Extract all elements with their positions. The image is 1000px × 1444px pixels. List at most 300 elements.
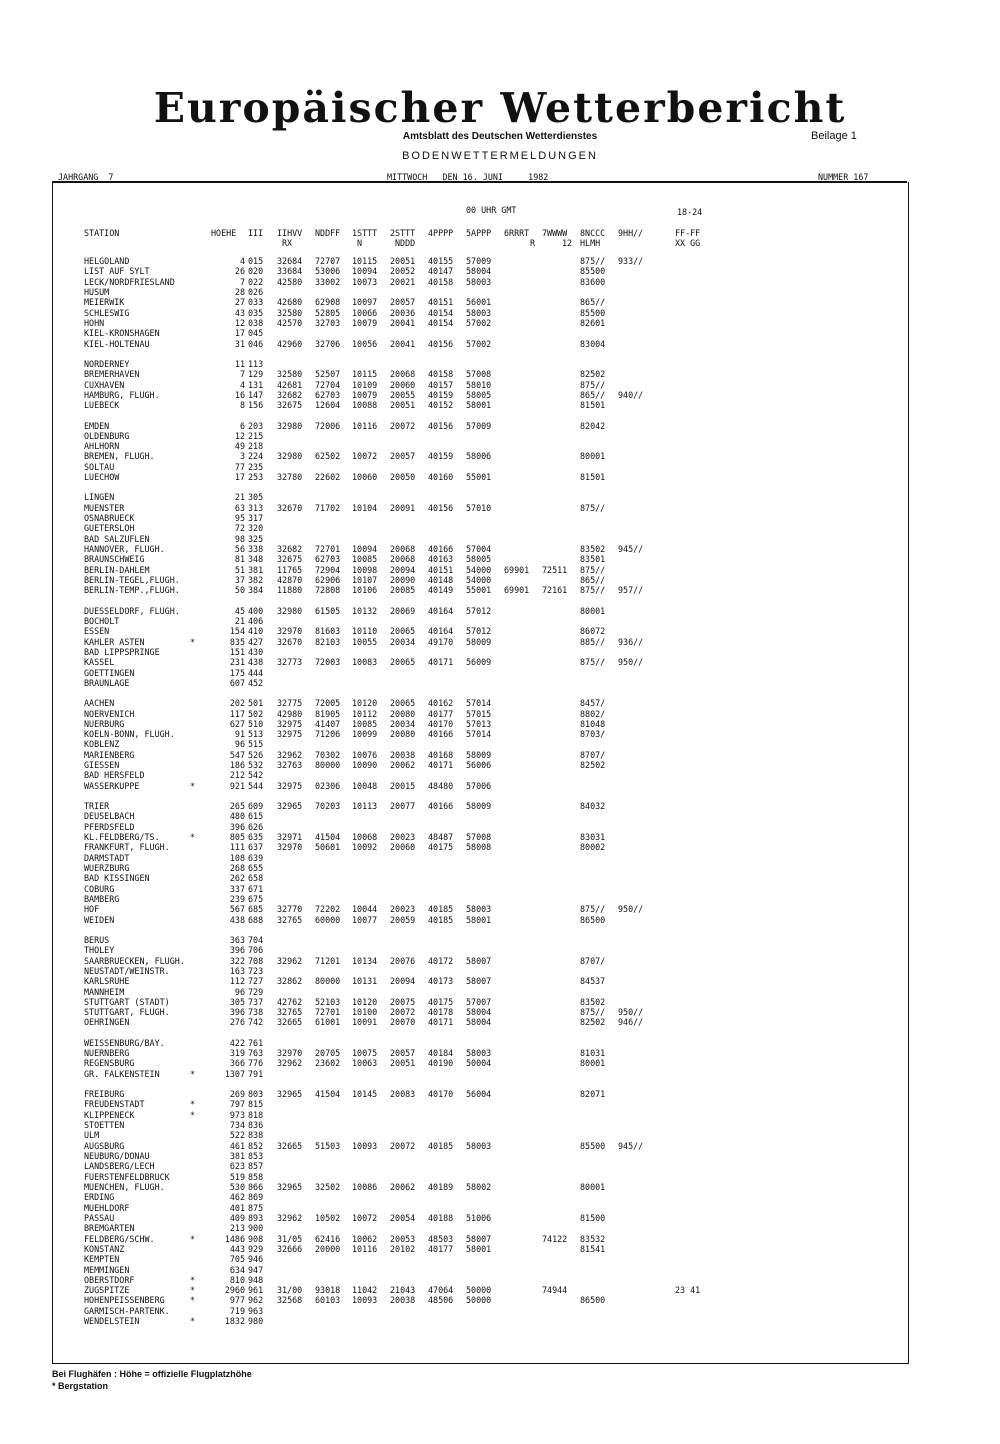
cell-c: 40185 — [428, 904, 454, 915]
cell-b: 20065 — [390, 657, 416, 668]
cell-a: 10115 — [352, 369, 378, 380]
cell-i: 857 — [248, 1161, 264, 1172]
cell-v: 32580 — [277, 369, 303, 380]
cell-a: 10112 — [352, 708, 378, 719]
cell-d: 56004 — [466, 1089, 492, 1099]
cell-a: 10115 — [352, 256, 378, 266]
cell-i: 224 — [248, 451, 264, 462]
cell-i: 815 — [248, 1099, 264, 1110]
cell-st: MUENSTER — [84, 502, 125, 513]
cell-g: 83600 — [580, 276, 606, 287]
col-1sttt-sub: N — [357, 238, 363, 248]
cell-g: 82601 — [580, 317, 606, 328]
cell-i: 675 — [248, 893, 264, 904]
cell-st: OEHRINGEN — [84, 1017, 130, 1028]
cell-i: 946 — [248, 1254, 264, 1265]
cell-d: 58006 — [466, 451, 492, 462]
cell-st: LINGEN — [84, 492, 115, 503]
cell-st: SAARBRUECKEN, FLUGH. — [84, 955, 185, 966]
cell-h: 1832 — [224, 1316, 245, 1327]
cell-d: 58001 — [466, 914, 492, 925]
cell-g: 885// — [580, 636, 606, 647]
cell-h: 51 — [234, 564, 245, 575]
cell-n: 71206 — [315, 729, 341, 740]
cell-m: * — [190, 780, 196, 791]
cell-i: 382 — [248, 575, 264, 585]
cell-st: KIEL-KRONSHAGEN — [84, 328, 160, 339]
cell-i: 317 — [248, 513, 264, 523]
col-5appp: 5APPP — [466, 228, 492, 238]
cell-d: 57014 — [466, 698, 492, 709]
cell-d: 57015 — [466, 708, 492, 719]
cell-st: FREIBURG — [84, 1089, 125, 1099]
cell-d: 57007 — [466, 996, 492, 1007]
cell-d: 58008 — [466, 842, 492, 853]
cell-d: 58009 — [466, 749, 492, 760]
cell-h: 977 — [229, 1295, 245, 1306]
cell-d: 51006 — [466, 1212, 492, 1223]
cell-g: 83501 — [580, 554, 606, 565]
cell-st: STUTTGART (STADT) — [84, 996, 170, 1007]
cell-n: 23602 — [315, 1058, 341, 1069]
cell-c: 40162 — [428, 698, 454, 709]
cell-d: 50000 — [466, 1285, 492, 1296]
cell-n: 32502 — [315, 1181, 341, 1192]
cell-n: 62908 — [315, 297, 341, 308]
cell-v: 32980 — [277, 420, 303, 431]
cell-st: NEUBURG/DONAU — [84, 1151, 150, 1161]
cell-st: BRAUNLAGE — [84, 677, 130, 688]
col-nddff: NDDFF — [315, 228, 341, 238]
cell-a: 10109 — [352, 379, 378, 390]
cell-b: 20036 — [390, 307, 416, 318]
cell-h: 443 — [229, 1243, 245, 1254]
cell-n: 62502 — [315, 451, 341, 462]
cell-d: 57008 — [466, 832, 492, 842]
cell-i: 639 — [248, 852, 264, 863]
cell-b: 20051 — [390, 1058, 416, 1069]
cell-d: 57012 — [466, 605, 492, 616]
cell-d: 57009 — [466, 420, 492, 431]
cell-h: 31 — [234, 338, 245, 349]
cell-st: DARMSTADT — [84, 852, 130, 863]
cell-v: 32975 — [277, 729, 303, 740]
cell-c: 40151 — [428, 564, 454, 575]
col-station: STATION — [84, 228, 120, 238]
cell-v: 32666 — [277, 1243, 303, 1254]
cell-d: 58007 — [466, 1233, 492, 1244]
cell-h: 111 — [229, 842, 245, 853]
cell-i: 908 — [248, 1233, 264, 1244]
cell-st: HUSUM — [84, 287, 110, 297]
cell-st: KARLSRUHE — [84, 976, 130, 987]
cell-h: 519 — [229, 1171, 245, 1182]
cell-i: 980 — [248, 1316, 264, 1327]
cell-g: 82071 — [580, 1089, 606, 1099]
cell-d: 58001 — [466, 400, 492, 411]
cell-d: 58007 — [466, 955, 492, 966]
cell-n: 61001 — [315, 1017, 341, 1028]
cell-b: 20054 — [390, 1212, 416, 1223]
cell-st: BAD SALZUFLEN — [84, 533, 150, 544]
cell-d: 57014 — [466, 729, 492, 740]
cell-n: 80000 — [315, 976, 341, 987]
cell-st: FELDBERG/SCHW. — [84, 1233, 155, 1244]
cell-g: 875// — [580, 1007, 606, 1018]
cell-k: 946// — [618, 1017, 644, 1028]
cell-b: 20041 — [390, 338, 416, 349]
cell-b: 20068 — [390, 369, 416, 380]
cell-a: 10120 — [352, 698, 378, 709]
cell-n: 71702 — [315, 502, 341, 513]
cell-v: 32763 — [277, 760, 303, 771]
cell-m: * — [190, 1274, 196, 1285]
cell-a: 10097 — [352, 297, 378, 308]
cell-c: 48480 — [428, 780, 454, 791]
cell-b: 20069 — [390, 605, 416, 616]
cell-k: 950// — [618, 657, 644, 668]
cell-c: 40160 — [428, 472, 454, 483]
cell-i: 215 — [248, 430, 264, 441]
cell-a: 10055 — [352, 636, 378, 647]
cell-b: 20094 — [390, 976, 416, 987]
cell-i: 131 — [248, 379, 264, 390]
cell-n: 70302 — [315, 749, 341, 760]
cell-a: 11042 — [352, 1285, 378, 1296]
cell-c: 40184 — [428, 1048, 454, 1059]
cell-v: 32962 — [277, 955, 303, 966]
time-range: 18-24 — [677, 207, 703, 217]
cell-a: 10079 — [352, 389, 378, 400]
cell-v: 32580 — [277, 307, 303, 318]
cell-c: 40164 — [428, 626, 454, 637]
cell-v: 32965 — [277, 1181, 303, 1192]
cell-g: 83502 — [580, 544, 606, 554]
cell-i: 737 — [248, 996, 264, 1007]
cell-h: 239 — [229, 893, 245, 904]
volume-label: JAHRGANG 7 — [58, 172, 114, 182]
cell-k: 957// — [618, 585, 644, 596]
cell-d: 58004 — [466, 1017, 492, 1028]
cell-i: 147 — [248, 389, 264, 400]
cell-h: 547 — [229, 749, 245, 760]
cell-i: 803 — [248, 1089, 264, 1099]
cell-b: 20038 — [390, 749, 416, 760]
cell-a: 10113 — [352, 801, 378, 811]
cell-i: 438 — [248, 657, 264, 668]
cell-d: 58003 — [466, 1048, 492, 1059]
cell-b: 20072 — [390, 420, 416, 431]
cell-v: 32765 — [277, 914, 303, 925]
cell-g: 875// — [580, 502, 606, 513]
cell-d: 54000 — [466, 564, 492, 575]
cell-g: 80002 — [580, 842, 606, 853]
cell-st: STOETTEN — [84, 1120, 125, 1130]
cell-g: 85500 — [580, 266, 606, 277]
issue-number: NUMMER 167 — [818, 172, 869, 182]
cell-st: GARMISCH-PARTENK. — [84, 1305, 170, 1316]
cell-h: 95 — [234, 513, 245, 523]
cell-v: 32965 — [277, 801, 303, 811]
cell-i: 893 — [248, 1212, 264, 1223]
cell-g: 875// — [580, 585, 606, 596]
cell-a: 10044 — [352, 904, 378, 915]
cell-a: 10107 — [352, 575, 378, 585]
cell-v: 42870 — [277, 575, 303, 585]
cell-i: 962 — [248, 1295, 264, 1306]
cell-n: 52103 — [315, 996, 341, 1007]
supplement-label: Beilage 1 — [811, 130, 857, 142]
cell-st: GUETERSLOH — [84, 523, 135, 534]
cell-h: 396 — [229, 821, 245, 832]
cell-g: 8457/ — [580, 698, 606, 709]
cell-v: 32675 — [277, 554, 303, 565]
cell-st: WEIDEN — [84, 914, 115, 925]
cell-i: 615 — [248, 811, 264, 822]
cell-h: 45 — [234, 605, 245, 616]
cell-h: 12 — [234, 317, 245, 328]
cell-v: 32970 — [277, 626, 303, 637]
cell-i: 637 — [248, 842, 264, 853]
cell-b: 20068 — [390, 554, 416, 565]
cell-i: 875 — [248, 1202, 264, 1213]
cell-c: 40171 — [428, 1017, 454, 1028]
cell-b: 20065 — [390, 626, 416, 637]
cell-h: 8 — [239, 400, 245, 411]
cell-i: 501 — [248, 698, 264, 709]
cell-i: 129 — [248, 369, 264, 380]
cell-h: 797 — [229, 1099, 245, 1110]
cell-n: 41504 — [315, 1089, 341, 1099]
cell-i: 791 — [248, 1068, 264, 1079]
cell-b: 20023 — [390, 904, 416, 915]
cell-a: 10075 — [352, 1048, 378, 1059]
col-9hh: 9HH// — [618, 228, 644, 238]
cell-st: MUEHLDORF — [84, 1202, 130, 1213]
cell-st: KIEL-HOLTENAU — [84, 338, 150, 349]
cell-b: 20094 — [390, 564, 416, 575]
cell-h: 72 — [234, 523, 245, 534]
cell-a: 10066 — [352, 307, 378, 318]
cell-d: 58001 — [466, 1243, 492, 1254]
cell-v: 31/05 — [277, 1233, 303, 1244]
cell-a: 10068 — [352, 832, 378, 842]
cell-i: 513 — [248, 729, 264, 740]
cell-i: 532 — [248, 760, 264, 771]
cell-i: 900 — [248, 1223, 264, 1234]
cell-g: 875// — [580, 379, 606, 390]
cell-n: 72005 — [315, 698, 341, 709]
cell-st: HANNOVER, FLUGH. — [84, 544, 165, 554]
cell-c: 40155 — [428, 256, 454, 266]
cell-h: 81 — [234, 554, 245, 565]
cell-i: 763 — [248, 1048, 264, 1059]
cell-h: 401 — [229, 1202, 245, 1213]
cell-c: 40147 — [428, 266, 454, 277]
cell-h: 396 — [229, 1007, 245, 1018]
cell-b: 20065 — [390, 698, 416, 709]
cell-e: 69901 — [504, 585, 530, 596]
cell-v: 32965 — [277, 1089, 303, 1099]
cell-g: 80001 — [580, 605, 606, 616]
cell-c: 49170 — [428, 636, 454, 647]
cell-a: 10094 — [352, 544, 378, 554]
cell-c: 40189 — [428, 1181, 454, 1192]
col-8nccc: 8NCCC — [580, 228, 606, 238]
cell-i: 776 — [248, 1058, 264, 1069]
cell-d: 55001 — [466, 585, 492, 596]
cell-st: HOHENPEISSENBERG — [84, 1295, 165, 1306]
cell-d: 58004 — [466, 1007, 492, 1018]
cell-b: 20062 — [390, 760, 416, 771]
section-heading: BODENWETTERMELDUNGEN — [402, 150, 598, 162]
cell-i: 542 — [248, 770, 264, 781]
cell-c: 40149 — [428, 585, 454, 596]
cell-h: 322 — [229, 955, 245, 966]
cell-v: 11880 — [277, 585, 303, 596]
cell-v: 31/00 — [277, 1285, 303, 1296]
cell-st: BERLIN-TEGEL,FLUGH. — [84, 575, 180, 585]
cell-h: 269 — [229, 1089, 245, 1099]
cell-m: * — [190, 1233, 196, 1244]
cell-i: 836 — [248, 1120, 264, 1130]
cell-d: 57012 — [466, 626, 492, 637]
cell-h: 12 — [234, 430, 245, 441]
cell-m: * — [190, 1109, 196, 1120]
cell-g: 865// — [580, 389, 606, 400]
cell-i: 852 — [248, 1140, 264, 1151]
cell-st: GIESSEN — [84, 760, 120, 771]
cell-h: 973 — [229, 1109, 245, 1120]
cell-st: HAMBURG, FLUGH. — [84, 389, 160, 400]
observation-time: 00 UHR GMT — [466, 205, 517, 215]
cell-h: 422 — [229, 1037, 245, 1048]
cell-n: 61505 — [315, 605, 341, 616]
cell-b: 20060 — [390, 379, 416, 390]
cell-d: 57008 — [466, 369, 492, 380]
cell-g: 81501 — [580, 472, 606, 483]
cell-h: 381 — [229, 1151, 245, 1161]
cell-c: 40170 — [428, 718, 454, 729]
cell-v: 32670 — [277, 636, 303, 647]
cell-h: 96 — [234, 986, 245, 997]
cell-st: KEMPTEN — [84, 1254, 120, 1265]
cell-h: 810 — [229, 1274, 245, 1285]
cell-v: 32773 — [277, 657, 303, 668]
cell-c: 40185 — [428, 914, 454, 925]
cell-b: 20076 — [390, 955, 416, 966]
cell-v: 11765 — [277, 564, 303, 575]
cell-n: 62416 — [315, 1233, 341, 1244]
cell-n: 80000 — [315, 760, 341, 771]
cell-c: 40148 — [428, 575, 454, 585]
cell-st: NEUSTADT/WEINSTR. — [84, 965, 170, 976]
cell-a: 10079 — [352, 317, 378, 328]
cell-h: 705 — [229, 1254, 245, 1265]
cell-i: 235 — [248, 461, 264, 472]
cell-st: TRIER — [84, 801, 110, 811]
cell-a: 10093 — [352, 1140, 378, 1151]
cell-d: 58003 — [466, 307, 492, 318]
cell-st: EMDEN — [84, 420, 110, 431]
cell-st: WENDELSTEIN — [84, 1316, 140, 1327]
cell-i: 325 — [248, 533, 264, 544]
cell-b: 20080 — [390, 708, 416, 719]
cell-st: CUXHAVEN — [84, 379, 125, 390]
cell-h: 480 — [229, 811, 245, 822]
cell-c: 48487 — [428, 832, 454, 842]
cell-v: 32770 — [277, 904, 303, 915]
cell-i: 963 — [248, 1305, 264, 1316]
cell-st: LANDSBERG/LECH — [84, 1161, 155, 1172]
cell-g: 82502 — [580, 369, 606, 380]
cell-h: 108 — [229, 852, 245, 863]
cell-a: 10062 — [352, 1233, 378, 1244]
cell-g: 8802/ — [580, 708, 606, 719]
cell-k: 950// — [618, 904, 644, 915]
cell-a: 10048 — [352, 780, 378, 791]
cell-i: 761 — [248, 1037, 264, 1048]
cell-b: 20080 — [390, 729, 416, 740]
cell-i: 655 — [248, 863, 264, 873]
cell-d: 57006 — [466, 780, 492, 791]
cell-h: 17 — [234, 328, 245, 339]
cell-n: 81905 — [315, 708, 341, 719]
cell-i: 035 — [248, 307, 264, 318]
col-iihvv: IIHVV — [277, 228, 303, 238]
cell-k: 933// — [618, 256, 644, 266]
cell-h: 438 — [229, 914, 245, 925]
cell-st: MEIERWIK — [84, 297, 125, 308]
cell-b: 20057 — [390, 1048, 416, 1059]
cell-b: 20070 — [390, 1017, 416, 1028]
cell-g: 82502 — [580, 760, 606, 771]
cell-b: 20038 — [390, 1295, 416, 1306]
cell-c: 40158 — [428, 276, 454, 287]
cell-v: 32780 — [277, 472, 303, 483]
cell-c: 40158 — [428, 369, 454, 380]
cell-i: 688 — [248, 914, 264, 925]
cell-h: 409 — [229, 1212, 245, 1223]
cell-n: 60000 — [315, 914, 341, 925]
cell-c: 40177 — [428, 708, 454, 719]
cell-b: 20052 — [390, 266, 416, 277]
cell-h: 96 — [234, 739, 245, 750]
cell-v: 32975 — [277, 718, 303, 729]
cell-a: 10072 — [352, 1212, 378, 1223]
cell-c: 40178 — [428, 1007, 454, 1018]
cell-st: AUGSBURG — [84, 1140, 125, 1151]
cell-h: 461 — [229, 1140, 245, 1151]
cell-b: 20041 — [390, 317, 416, 328]
cell-i: 502 — [248, 708, 264, 719]
cell-c: 40159 — [428, 451, 454, 462]
cell-i: 156 — [248, 400, 264, 411]
cell-st: KLIPPENECK — [84, 1109, 135, 1120]
cell-k: 950// — [618, 1007, 644, 1018]
cell-h: 921 — [229, 780, 245, 791]
cell-c: 40152 — [428, 400, 454, 411]
cell-i: 853 — [248, 1151, 264, 1161]
cell-g: 84032 — [580, 801, 606, 811]
col-6rrrt-sub: R — [530, 238, 536, 248]
cell-v: 42980 — [277, 708, 303, 719]
cell-g: 80001 — [580, 451, 606, 462]
cell-h: 835 — [229, 636, 245, 647]
cell-st: MANNHEIM — [84, 986, 125, 997]
cell-st: OSNABRUECK — [84, 513, 135, 523]
cell-g: 83031 — [580, 832, 606, 842]
